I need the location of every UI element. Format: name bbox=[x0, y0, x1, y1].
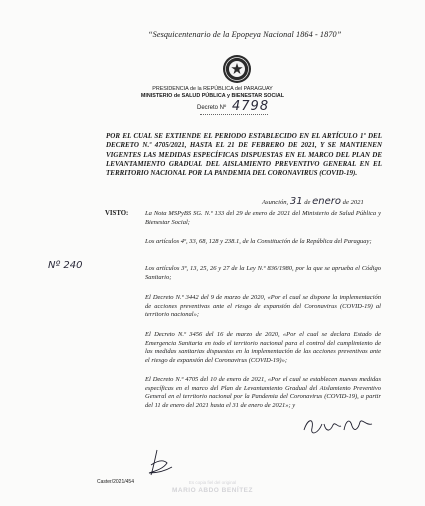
decreto-number: 4798 bbox=[232, 99, 270, 114]
national-seal-icon bbox=[222, 54, 252, 84]
signature-icon bbox=[300, 412, 380, 440]
date-year: 2021 bbox=[350, 199, 364, 206]
date-month: enero bbox=[312, 196, 342, 207]
decreto-underline bbox=[200, 114, 268, 115]
ministerio-heading: MINISTERIO de SALUD PÚBLICA y BIENESTAR SOCIAL bbox=[140, 93, 285, 99]
footer-watermark-name: MARIO ABDO BENÍTEZ bbox=[172, 487, 253, 494]
footer-reference: Caster/2021/454 bbox=[97, 479, 134, 485]
date-de: de bbox=[342, 199, 349, 206]
date-day: 31 bbox=[289, 196, 303, 207]
visto-paragraph: La Nota MSPyBS SG. N.º 133 del 29 de enero de 2021 del Ministerio de Salud Pública y Bienestar Social; bbox=[145, 210, 381, 226]
date-de: de bbox=[304, 199, 311, 206]
margin-number: Nº 240 bbox=[48, 260, 83, 271]
date-city: Asunción, bbox=[262, 199, 289, 206]
footer-watermark-caption: Es copia fiel del original bbox=[188, 480, 237, 485]
decree-title: POR EL CUAL SE EXTIENDE EL PERIODO ESTABLECIDO EN EL ARTÍCULO 1º DEL DECRETO N.º 4705/2021, HASTA EL 21 DE FEBRERO DE 2021, Y SE MANTIENEN VIGENTES LAS MEDIDAS ESPECÍFICAS DISPUESTAS EN EL MARCO DEL PLAN DE LEVANTAMIENTO GRADUAL DEL AISLAMIENTO PREVENTIVO GENERAL EN EL TERRITORIO NACIONAL POR LA PANDEMIA DEL CORONAVIRUS (COVID-19). bbox=[106, 132, 382, 178]
visto-paragraph: Los artículos 3º, 13, 25, 26 y 27 de la Ley N.º 836/1980, por la que se aprueba el Código Sanitario; bbox=[145, 265, 381, 281]
decreto-label: Decreto Nº bbox=[197, 105, 227, 111]
initials-signature-icon bbox=[145, 447, 175, 479]
visto-paragraph: Los artículos 4º, 33, 68, 128 y 238.1, de la Constitución de la República del Paraguay; bbox=[145, 238, 372, 245]
visto-paragraph: El Decreto N.º 4705 del 10 de enero de 2021, «Por el cual se establecen nuevas medidas específicas en el marco del Plan de Levantamiento Gradual del Aislamiento Preventivo General en el territorio nacional por la Pandemia del Coronavirus (COVID-19), a partir del 11 de enero del 2021 hasta el 31 de enero de 2021»; y bbox=[145, 376, 381, 409]
visto-paragraph: El Decreto N.º 3442 del 9 de marzo de 2020, «Por el cual se dispone la implementación de acciones preventivas ante el riesgo de expansión del Coronavirus (COVID-19) al territorio nacional»; bbox=[145, 294, 381, 319]
visto-paragraph: El Decreto N.º 3456 del 16 de marzo de 2020, «Por el cual se declara Estado de Emergencia Sanitaria en todo el territorio nacional para el control del cumplimiento de las medidas sanitarias dispuestas en la implementación de las acciones preventivas ante el riesgo de expansión del Coronavirus (COVID-19)»; bbox=[145, 331, 381, 364]
visto-label: VISTO: bbox=[105, 210, 129, 217]
presidencia-heading: PRESIDENCIA de la REPÚBLICA del PARAGUAY bbox=[152, 86, 273, 92]
decree-date bbox=[262, 196, 364, 207]
motto: “Sesquicentenario de la Epopeya Nacional 1864 - 1870” bbox=[148, 30, 342, 39]
